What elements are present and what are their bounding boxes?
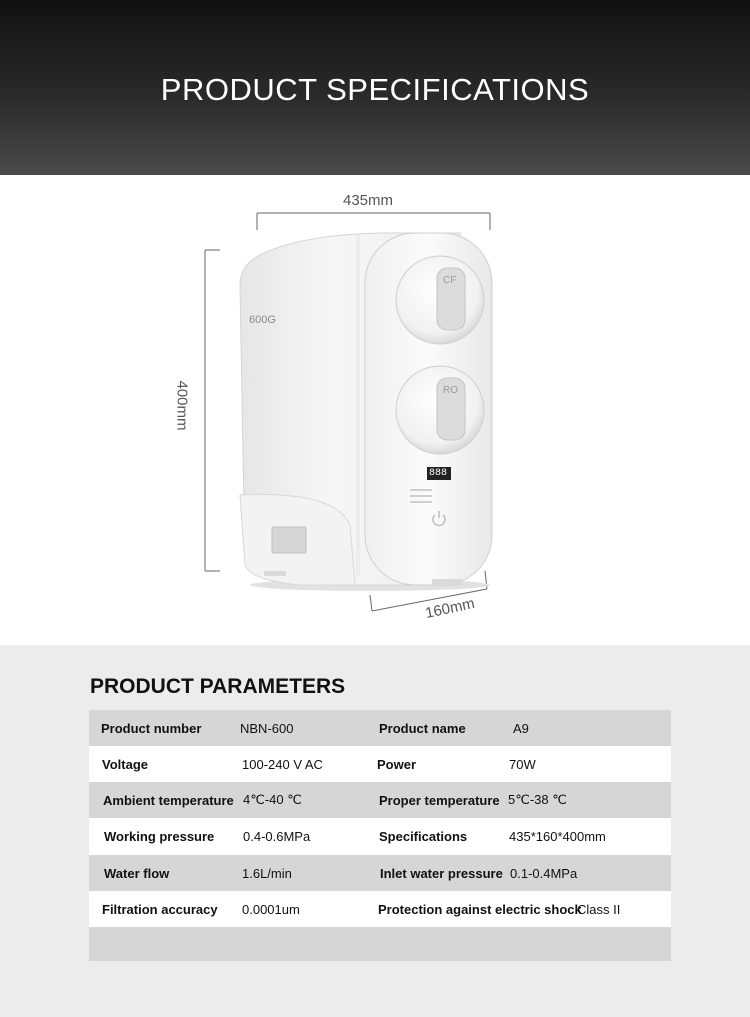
param-value: 435*160*400mm bbox=[509, 829, 606, 844]
table-row bbox=[89, 891, 671, 927]
model-badge: 600G bbox=[249, 314, 276, 326]
table-row bbox=[89, 710, 671, 746]
param-value: 0.1-0.4MPa bbox=[510, 865, 578, 881]
param-value: A9 bbox=[513, 720, 529, 736]
param-label: Working pressure bbox=[104, 829, 215, 844]
param-value: NBN-600 bbox=[240, 720, 294, 736]
product-illustration bbox=[0, 175, 750, 645]
param-value: 5℃-38 ℃ bbox=[508, 792, 567, 807]
param-label: Voltage bbox=[102, 756, 148, 772]
param-label: Water flow bbox=[104, 865, 170, 881]
parameters-section bbox=[0, 645, 750, 1017]
product-image-area bbox=[0, 175, 750, 645]
table-row bbox=[89, 855, 671, 891]
param-value: 0.4-0.6MPa bbox=[243, 829, 311, 844]
param-value: 70W bbox=[509, 756, 536, 772]
top-filter-knob bbox=[396, 256, 484, 344]
parameters-title: PRODUCT PARAMETERS bbox=[90, 675, 346, 698]
bottom-filter-knob bbox=[396, 366, 484, 454]
param-label: Power bbox=[377, 756, 417, 772]
table-row bbox=[89, 746, 671, 782]
param-label: Inlet water pressure bbox=[380, 865, 503, 881]
param-label: Specifications bbox=[379, 829, 468, 844]
param-label: Protection against electric shock bbox=[378, 901, 582, 917]
top-filter-label: CF bbox=[443, 275, 457, 286]
display-readout: 888 bbox=[429, 468, 448, 479]
page-title: PRODUCT SPECIFICATIONS bbox=[160, 72, 590, 107]
header-banner bbox=[0, 0, 750, 175]
width-dimension-label: 435mm bbox=[343, 192, 394, 209]
water-purifier-device bbox=[240, 233, 492, 591]
bottom-filter-label: RO bbox=[443, 385, 458, 396]
depth-dimension-label: 160mm bbox=[423, 594, 477, 623]
param-value: 4℃-40 ℃ bbox=[243, 792, 302, 807]
param-value: 100-240 V AC bbox=[242, 756, 323, 772]
table-row-empty bbox=[89, 927, 671, 961]
table-row bbox=[89, 782, 671, 818]
param-label: Filtration accuracy bbox=[102, 901, 218, 917]
param-label: Product number bbox=[101, 720, 202, 736]
param-value: 1.6L/min bbox=[242, 865, 292, 881]
param-label: Proper temperature bbox=[379, 792, 500, 808]
width-dimension-line bbox=[257, 213, 490, 230]
parameters-table bbox=[89, 710, 671, 961]
param-value: Class II bbox=[577, 901, 621, 917]
param-label: Ambient temperature bbox=[103, 792, 234, 808]
param-value: 0.0001um bbox=[242, 901, 300, 917]
table-row bbox=[89, 818, 671, 855]
param-label: Product name bbox=[379, 720, 466, 736]
height-dimension-label: 400mm bbox=[173, 380, 191, 431]
height-dimension-line bbox=[205, 250, 220, 571]
